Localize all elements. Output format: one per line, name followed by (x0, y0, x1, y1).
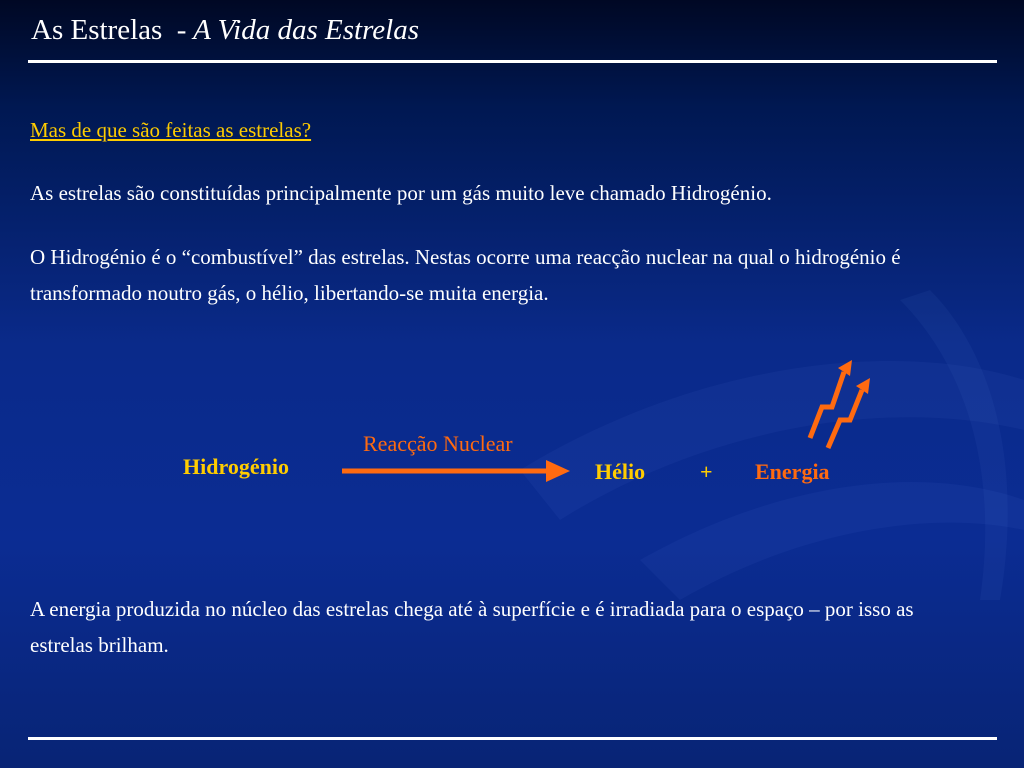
section-question: Mas de que são feitas as estrelas? (30, 118, 312, 142)
reactant-label: Hidrogénio (183, 454, 289, 479)
paragraph-radiation: A energia produzida no núcleo das estrelas chega até à superfície e é irradiada para o espaço – por isso as estrelas brilham. (30, 597, 914, 657)
right-arrow-icon (340, 458, 572, 484)
zigzag-arrows-icon (800, 350, 880, 450)
paragraph-composition: As estrelas são constituídas principalmente por um gás muito leve chamado Hidrogénio. (30, 181, 772, 205)
energy-label: Energia (755, 459, 830, 484)
product-label: Hélio (595, 459, 646, 484)
title-main: As Estrelas (31, 14, 163, 46)
paragraph-fuel: O Hidrogénio é o “combustível” das estrelas. Nestas ocorre uma reacção nuclear na qual o hidrogénio é transformado noutro gás, o hélio, libertando-se muita energia. (30, 245, 901, 305)
plus-sign: + (700, 459, 713, 484)
title-divider (28, 60, 997, 63)
process-label: Reacção Nuclear (363, 431, 513, 456)
page-title (31, 12, 419, 48)
footer-divider (28, 737, 997, 740)
title-subtitle: - A Vida das Estrelas (176, 14, 419, 46)
